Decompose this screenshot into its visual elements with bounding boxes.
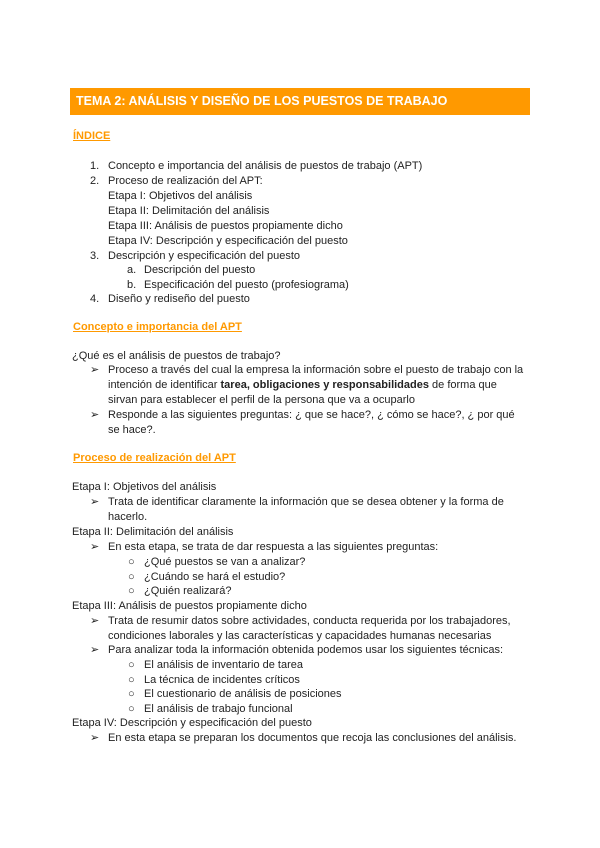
index-marker: 1. [90, 160, 100, 172]
index-item: Especificación del puesto (profesiograma) [144, 279, 349, 291]
index-item: Proceso de realización del APT: [108, 175, 263, 187]
index-item: Etapa III: Análisis de puestos propiamente dicho [108, 220, 343, 232]
paragraph-line: condiciones laborales y las características y capacidades humanas necesarias [108, 630, 492, 642]
paragraph-line: hacerlo. [108, 511, 148, 523]
circle-bullet-icon: ○ [128, 674, 135, 686]
index-item: Etapa IV: Descripción y especificación del puesto [108, 235, 348, 247]
list-item: La técnica de incidentes críticos [144, 674, 300, 686]
index-item: Etapa II: Delimitación del análisis [108, 205, 270, 217]
paragraph-line: Trata de identificar claramente la información que se desea obtener y la forma de [108, 496, 504, 508]
index-marker: 3. [90, 250, 100, 262]
etapa-label: Etapa I: Objetivos del análisis [72, 481, 217, 493]
bold-phrase: tarea, obligaciones y responsabilidades [220, 379, 429, 391]
circle-bullet-icon: ○ [128, 585, 135, 597]
list-item: ¿Qué puestos se van a analizar? [144, 556, 306, 568]
index-item: Descripción del puesto [144, 264, 256, 276]
etapa-label: Etapa IV: Descripción y especificación del puesto [72, 717, 312, 729]
arrow-bullet-icon: ➢ [90, 409, 100, 421]
paragraph-line: Proceso a través del cual la empresa la información sobre el puesto de trabajo con la [108, 364, 524, 376]
circle-bullet-icon: ○ [128, 556, 135, 568]
list-item: El análisis de trabajo funcional [144, 703, 293, 715]
paragraph-line: sirvan para establecer el perfil de la persona que va a ocuparlo [108, 394, 415, 406]
index-item: Descripción y especificación del puesto [108, 250, 300, 262]
arrow-bullet-icon: ➢ [90, 732, 100, 744]
etapa-label: Etapa II: Delimitación del análisis [72, 526, 234, 538]
paragraph-line: En esta etapa, se trata de dar respuesta a las siguientes preguntas: [108, 541, 439, 553]
paragraph-line: En esta etapa se preparan los documentos que recoja las conclusiones del análisis. [108, 732, 517, 744]
list-item: ¿Cuándo se hará el estudio? [144, 571, 286, 583]
arrow-bullet-icon: ➢ [90, 541, 100, 553]
circle-bullet-icon: ○ [128, 688, 135, 700]
section-heading-proceso: Proceso de realización del APT [73, 452, 236, 464]
paragraph-line: Para analizar toda la información obtenida podemos usar los siguientes técnicas: [108, 644, 504, 656]
index-item: Concepto e importancia del análisis de puestos de trabajo (APT) [108, 160, 423, 172]
index-item: Diseño y rediseño del puesto [108, 293, 250, 305]
etapa-label: Etapa III: Análisis de puestos propiamente dicho [72, 600, 307, 612]
index-marker: a. [127, 264, 137, 276]
circle-bullet-icon: ○ [128, 571, 135, 583]
arrow-bullet-icon: ➢ [90, 364, 100, 376]
index-heading: ÍNDICE [73, 130, 111, 142]
circle-bullet-icon: ○ [128, 659, 135, 671]
list-item: ¿Quién realizará? [144, 585, 232, 597]
paragraph-line: Trata de resumir datos sobre actividades, conducta requerida por los trabajadores, [108, 615, 511, 627]
list-item: El cuestionario de análisis de posiciones [144, 688, 342, 700]
question-text: ¿Qué es el análisis de puestos de trabajo? [72, 350, 281, 362]
paragraph-line: se hace?. [108, 424, 156, 436]
section-heading-concepto: Concepto e importancia del APT [73, 321, 242, 333]
arrow-bullet-icon: ➢ [90, 615, 100, 627]
paragraph-line: intención de identificar tarea, obligaciones y responsabilidades de forma que [108, 379, 497, 391]
index-marker: 2. [90, 175, 100, 187]
list-item: El análisis de inventario de tarea [144, 659, 303, 671]
circle-bullet-icon: ○ [128, 703, 135, 715]
arrow-bullet-icon: ➢ [90, 496, 100, 508]
paragraph-line: Responde a las siguientes preguntas: ¿ que se hace?, ¿ cómo se hace?, ¿ por qué [108, 409, 515, 421]
arrow-bullet-icon: ➢ [90, 644, 100, 656]
index-marker: 4. [90, 293, 100, 305]
document-title: TEMA 2: ANÁLISIS Y DISEÑO DE LOS PUESTOS DE TRABAJO [70, 88, 530, 115]
index-marker: b. [127, 279, 137, 291]
index-item: Etapa I: Objetivos del análisis [108, 190, 253, 202]
